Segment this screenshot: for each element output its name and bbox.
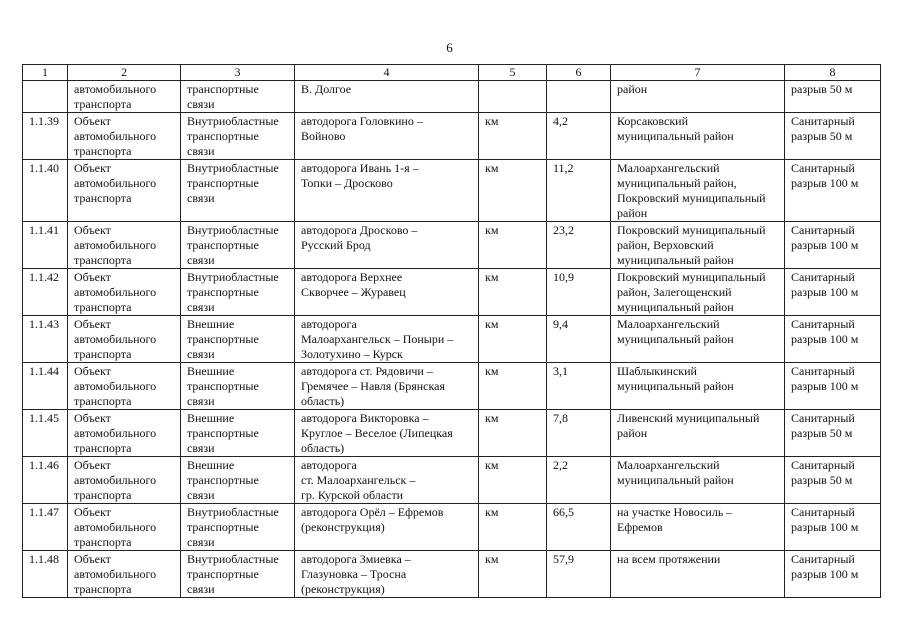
row-number-cell [23,81,68,113]
object-type-cell [68,504,181,551]
table-row [23,457,881,504]
cell-text-line: разрыв 50 м [791,473,853,487]
cell-text-line: транспортные [187,176,259,190]
cell-text-line: км [485,458,499,472]
cell-text-line: Внутриобластные [187,270,279,284]
cell-text-line: автодорога Орёл – Ефремов [301,505,444,519]
protection-zone-cell [785,222,881,269]
unit-cell [479,457,547,504]
cell-text-line: транспорта [74,582,132,596]
cell-text-line: Санитарный [791,317,855,331]
cell-text-line: связи [187,191,215,205]
cell-text-line: Объект [74,458,111,472]
cell-text-line: Санитарный [791,458,855,472]
objects-table [22,64,881,598]
cell-text-line: 7,8 [553,411,568,425]
cell-text-line: транспорта [74,97,132,111]
location-cell [611,81,785,113]
cell-text-line: автомобильного [74,82,157,96]
cell-text-line: автомобильного [74,285,157,299]
cell-text-line: 66,5 [553,505,574,519]
cell-text-line: связи [187,441,215,455]
cell-text-line: 1.1.40 [29,161,59,175]
cell-text-line: Санитарный [791,161,855,175]
cell-text-line: связи [187,253,215,267]
road-name-cell [295,363,479,410]
cell-text-line: транспортные [187,238,259,252]
link-type-cell [181,113,295,160]
cell-text-line: связи [187,488,215,502]
cell-text-line: км [485,317,499,331]
link-type-cell [181,316,295,363]
cell-text-line: 57,9 [553,552,574,566]
cell-text-line: район [617,426,648,440]
header-row [23,65,881,81]
length-cell [547,113,611,160]
cell-text-line: Санитарный [791,364,855,378]
location-cell [611,363,785,410]
object-type-cell [68,363,181,410]
cell-text-line: автомобильного [74,176,157,190]
cell-text-line: Внешние [187,411,235,425]
cell-text-line: Покровский муниципальный [617,191,766,205]
cell-text-line: км [485,505,499,519]
cell-text-line: связи [187,394,215,408]
table-row [23,410,881,457]
cell-text-line: разрыв 100 м [791,379,859,393]
cell-text-line: автомобильного [74,238,157,252]
cell-text-line: Объект [74,411,111,425]
unit-cell [479,504,547,551]
cell-text-line: Санитарный [791,411,855,425]
table-row [23,222,881,269]
cell-text-line: Внутриобластные [187,505,279,519]
cell-text-line: Покровский муниципальный [617,223,766,237]
row-number-cell [23,504,68,551]
cell-text-line: 1.1.39 [29,114,59,128]
cell-text-line: автомобильного [74,473,157,487]
cell-text-line: транспортные [187,520,259,534]
table-row [23,160,881,222]
cell-text-line: 9,4 [553,317,568,331]
cell-text-line: Малоархангельск – Поныри – [301,332,454,346]
header-cell-3: 3 [181,65,295,81]
cell-text-line: Санитарный [791,223,855,237]
cell-text-line: 1.1.47 [29,505,59,519]
location-cell [611,160,785,222]
object-type-cell [68,81,181,113]
cell-text-line: транспорта [74,488,132,502]
cell-text-line: транспортные [187,426,259,440]
cell-text-line: ст. Малоархангельск – [301,473,416,487]
cell-text-line: 11,2 [553,161,574,175]
location-cell [611,504,785,551]
cell-text-line: Объект [74,223,111,237]
cell-text-line: муниципальный район [617,300,734,314]
length-cell [547,457,611,504]
cell-text-line: транспортные [187,285,259,299]
cell-text-line: разрыв 100 м [791,285,859,299]
link-type-cell [181,81,295,113]
cell-text-line: (реконструкция) [301,520,385,534]
cell-text-line: Внешние [187,317,235,331]
table-row [23,269,881,316]
object-type-cell [68,269,181,316]
object-type-cell [68,160,181,222]
link-type-cell [181,551,295,598]
protection-zone-cell [785,160,881,222]
road-name-cell [295,113,479,160]
cell-text-line: разрыв 100 м [791,567,859,581]
cell-text-line: связи [187,300,215,314]
road-name-cell [295,222,479,269]
cell-text-line: разрыв 100 м [791,332,859,346]
link-type-cell [181,363,295,410]
cell-text-line: 1.1.45 [29,411,59,425]
cell-text-line: транспортные [187,473,259,487]
cell-text-line: транспорта [74,300,132,314]
location-cell [611,316,785,363]
unit-cell [479,551,547,598]
road-name-cell [295,551,479,598]
cell-text-line: Русский Брод [301,238,371,252]
cell-text-line: разрыв 100 м [791,176,859,190]
road-name-cell [295,457,479,504]
cell-text-line: муниципальный район [617,473,734,487]
row-number-cell [23,363,68,410]
cell-text-line: Внутриобластные [187,161,279,175]
cell-text-line: Внутриобластные [187,223,279,237]
cell-text-line: Гремячее – Навля (Брянская [301,379,445,393]
location-cell [611,410,785,457]
cell-text-line: 23,2 [553,223,574,237]
object-type-cell [68,457,181,504]
cell-text-line: транспортные [187,567,259,581]
length-cell [547,363,611,410]
location-cell [611,222,785,269]
cell-text-line: транспорта [74,253,132,267]
cell-text-line: муниципальный район [617,332,734,346]
link-type-cell [181,504,295,551]
table-row [23,81,881,113]
cell-text-line: 4,2 [553,114,568,128]
object-type-cell [68,410,181,457]
link-type-cell [181,410,295,457]
cell-text-line: Малоархангельский [617,161,720,175]
cell-text-line: км [485,161,499,175]
cell-text-line: Круглое – Веселое (Липецкая [301,426,453,440]
protection-zone-cell [785,551,881,598]
cell-text-line: Золотухино – Курск [301,347,403,361]
protection-zone-cell [785,504,881,551]
cell-text-line: транспорта [74,347,132,361]
header-cell-2: 2 [68,65,181,81]
cell-text-line: разрыв 50 м [791,129,853,143]
length-cell [547,316,611,363]
cell-text-line: область) [301,394,345,408]
length-cell [547,81,611,113]
cell-text-line: район [617,82,648,96]
road-name-cell [295,81,479,113]
cell-text-line: район [617,206,648,220]
cell-text-line: км [485,223,499,237]
protection-zone-cell [785,410,881,457]
table-row [23,551,881,598]
cell-text-line: Скворчее – Журавец [301,285,406,299]
cell-text-line: Внешние [187,458,235,472]
cell-text-line: Объект [74,505,111,519]
row-number-cell [23,551,68,598]
row-number-cell [23,457,68,504]
cell-text-line: транспорта [74,441,132,455]
road-name-cell [295,316,479,363]
cell-text-line: автомобильного [74,379,157,393]
cell-text-line: автомобильного [74,332,157,346]
header-cell-6: 6 [547,65,611,81]
unit-cell [479,410,547,457]
cell-text-line: транспорта [74,144,132,158]
location-cell [611,457,785,504]
cell-text-line: связи [187,97,215,111]
cell-text-line: автомобильного [74,520,157,534]
header-cell-5: 5 [479,65,547,81]
cell-text-line: км [485,552,499,566]
road-name-cell [295,269,479,316]
header-cell-7: 7 [611,65,785,81]
cell-text-line: 1.1.42 [29,270,59,284]
cell-text-line: Объект [74,161,111,175]
unit-cell [479,113,547,160]
cell-text-line: связи [187,535,215,549]
cell-text-line: Внутриобластные [187,114,279,128]
cell-text-line: Малоархангельский [617,458,720,472]
row-number-cell [23,113,68,160]
cell-text-line: Санитарный [791,552,855,566]
cell-text-line: км [485,411,499,425]
cell-text-line: автодорога [301,317,357,331]
cell-text-line: км [485,114,499,128]
unit-cell [479,269,547,316]
cell-text-line: Объект [74,364,111,378]
length-cell [547,410,611,457]
cell-text-line: транспортные [187,129,259,143]
cell-text-line: автомобильного [74,426,157,440]
cell-text-line: гр. Курской области [301,488,404,502]
cell-text-line: область) [301,441,345,455]
cell-text-line: автомобильного [74,129,157,143]
row-number-cell [23,269,68,316]
cell-text-line: транспортные [187,379,259,393]
protection-zone-cell [785,363,881,410]
cell-text-line: 1.1.48 [29,552,59,566]
cell-text-line: автодорога Змиевка – [301,552,411,566]
cell-text-line: Объект [74,317,111,331]
cell-text-line: км [485,270,499,284]
cell-text-line: Объект [74,552,111,566]
unit-cell [479,316,547,363]
protection-zone-cell [785,457,881,504]
protection-zone-cell [785,113,881,160]
header-cell-8: 8 [785,65,881,81]
table-row [23,504,881,551]
header-cell-4: 4 [295,65,479,81]
cell-text-line: Малоархангельский [617,317,720,331]
object-type-cell [68,113,181,160]
cell-text-line: автодорога Ивань 1-я – [301,161,419,175]
object-type-cell [68,316,181,363]
cell-text-line: разрыв 100 м [791,238,859,252]
cell-text-line: автодорога Верхнее [301,270,403,284]
cell-text-line: 10,9 [553,270,574,284]
cell-text-line: муниципальный район [617,129,734,143]
protection-zone-cell [785,269,881,316]
location-cell [611,113,785,160]
table-body [23,81,881,598]
cell-text-line: Санитарный [791,505,855,519]
length-cell [547,551,611,598]
cell-text-line: В. Долгое [301,82,352,96]
cell-text-line: Корсаковский [617,114,689,128]
cell-text-line: Объект [74,114,111,128]
cell-text-line: автомобильного [74,567,157,581]
link-type-cell [181,269,295,316]
cell-text-line: Топки – Дросково [301,176,393,190]
cell-text-line: разрыв 50 м [791,426,853,440]
cell-text-line: транспортные [187,332,259,346]
cell-text-line: Глазуновка – Тросна [301,567,407,581]
length-cell [547,504,611,551]
cell-text-line: Войново [301,129,346,143]
cell-text-line: транспорта [74,191,132,205]
object-type-cell [68,551,181,598]
cell-text-line: район, Залегощенский [617,285,732,299]
road-name-cell [295,160,479,222]
cell-text-line: на участке Новосиль – [617,505,733,519]
cell-text-line: автодорога Дросково – [301,223,418,237]
cell-text-line: Санитарный [791,270,855,284]
cell-text-line: Внутриобластные [187,552,279,566]
unit-cell [479,160,547,222]
cell-text-line: автодорога ст. Рядовичи – [301,364,433,378]
cell-text-line: связи [187,144,215,158]
cell-text-line: муниципальный район [617,379,734,393]
cell-text-line: 1.1.44 [29,364,59,378]
header-cell-1: 1 [23,65,68,81]
cell-text-line: разрыв 100 м [791,520,859,534]
length-cell [547,269,611,316]
cell-text-line: Покровский муниципальный [617,270,766,284]
cell-text-line: 1.1.41 [29,223,59,237]
length-cell [547,222,611,269]
table-row [23,113,881,160]
cell-text-line: разрыв 50 м [791,82,853,96]
row-number-cell [23,222,68,269]
cell-text-line: автодорога Викторовка – [301,411,429,425]
protection-zone-cell [785,316,881,363]
cell-text-line: на всем протяжении [617,552,721,566]
cell-text-line: автодорога Головкино – [301,114,423,128]
unit-cell [479,363,547,410]
cell-text-line: 3,1 [553,364,568,378]
road-name-cell [295,410,479,457]
link-type-cell [181,222,295,269]
cell-text-line: транспорта [74,394,132,408]
cell-text-line: Ливенский муниципальный [617,411,760,425]
link-type-cell [181,160,295,222]
cell-text-line: муниципальный район, [617,176,737,190]
page-number: 6 [446,40,453,55]
cell-text-line: 1.1.43 [29,317,59,331]
length-cell [547,160,611,222]
cell-text-line: связи [187,347,215,361]
row-number-cell [23,160,68,222]
cell-text-line: транспортные [187,82,259,96]
object-type-cell [68,222,181,269]
cell-text-line: район, Верховский [617,238,714,252]
cell-text-line: связи [187,582,215,596]
row-number-cell [23,410,68,457]
cell-text-line: Шаблыкинский [617,364,697,378]
cell-text-line: Ефремов [617,520,663,534]
cell-text-line: автодорога [301,458,357,472]
cell-text-line: Санитарный [791,114,855,128]
unit-cell [479,222,547,269]
unit-cell [479,81,547,113]
protection-zone-cell [785,81,881,113]
cell-text-line: Внешние [187,364,235,378]
location-cell [611,551,785,598]
cell-text-line: (реконструкция) [301,582,385,596]
cell-text-line: Объект [74,270,111,284]
cell-text-line: 2,2 [553,458,568,472]
cell-text-line: транспорта [74,535,132,549]
table-row [23,316,881,363]
road-name-cell [295,504,479,551]
cell-text-line: муниципальный район [617,253,734,267]
row-number-cell [23,316,68,363]
link-type-cell [181,457,295,504]
cell-text-line: км [485,364,499,378]
table-row [23,363,881,410]
location-cell [611,269,785,316]
cell-text-line: 1.1.46 [29,458,59,472]
